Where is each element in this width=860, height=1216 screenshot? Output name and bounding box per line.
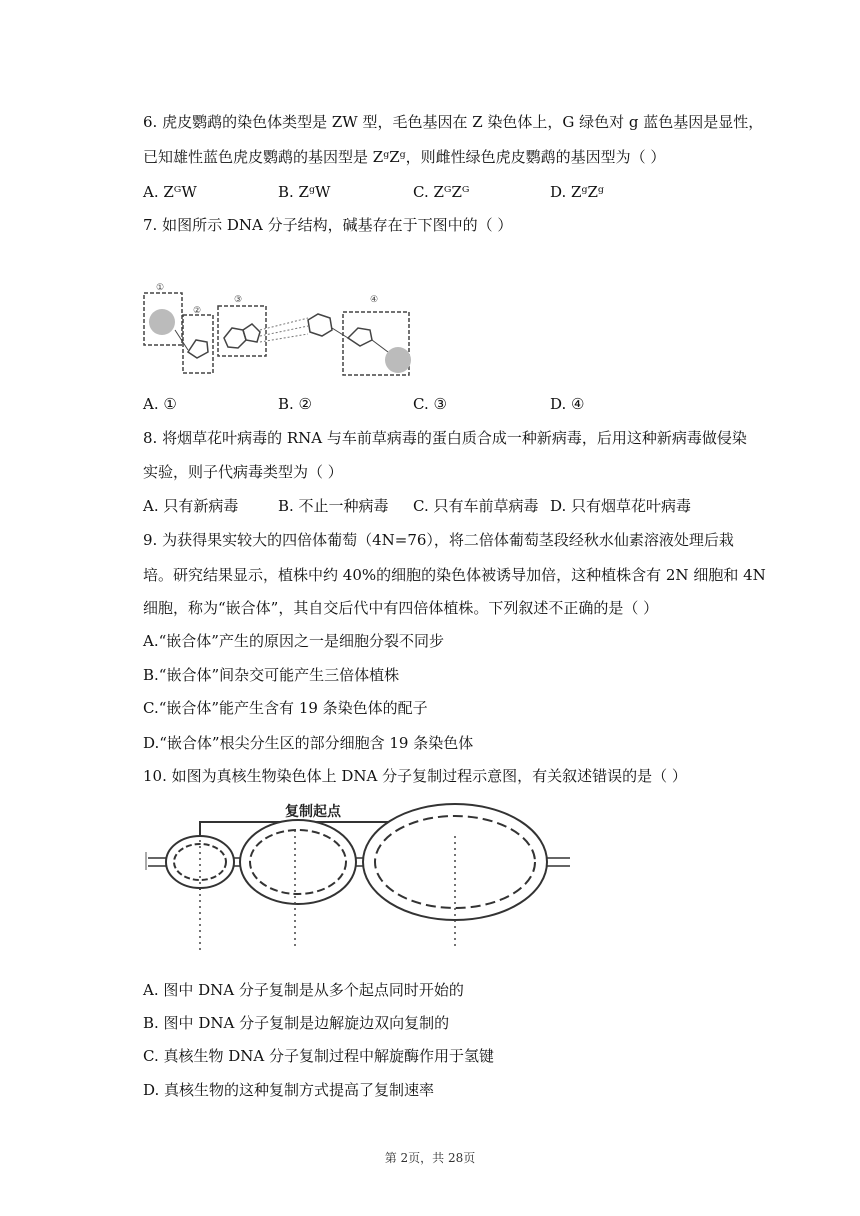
label-2: ② (193, 306, 202, 316)
q9-stem-line1: 9. 为获得果实较大的四倍体葡萄（4N=76），将二倍体葡萄茎段经秋水仙素溶液处理后栽 (143, 531, 734, 549)
q9-stem-line3: 细胞，称为“嵌合体”，其自交后代中有四倍体植株。下列叙述不正确的是（ ） (143, 599, 659, 617)
q9-option-d: D.“嵌合体”根尖分生区的部分细胞含 19 条染色体 (143, 734, 474, 752)
label-4: ④ (370, 295, 379, 305)
q9-option-c: C.“嵌合体”能产生含有 19 条染色体的配子 (143, 699, 428, 717)
q7-option-d: D. ④ (550, 395, 585, 413)
q6-stem-line1: 6. 虎皮鹦鹉的染色体类型是 ZW 型，毛色基因在 Z 染色体上，G 绿色对 g 蓝色基因是显性， (143, 113, 764, 131)
q7-option-a: A. ① (143, 395, 177, 413)
q10-option-c: C. 真核生物 DNA 分子复制过程中解旋酶作用于氢键 (143, 1047, 495, 1065)
pentose-left-icon (188, 340, 208, 358)
q8-stem-line2: 实验，则子代病毒类型为（ ） (143, 463, 343, 481)
q8-stem-line1: 8. 将烟草花叶病毒的 RNA 与车前草病毒的蛋白质合成一种新病毒，后用这种新病毒做侵染 (143, 429, 747, 447)
q7-stem: 7. 如图所示 DNA 分子结构，碱基存在于下图中的（ ） (143, 216, 513, 234)
label-3: ③ (234, 295, 243, 305)
q8-option-c: C. 只有车前草病毒 (413, 497, 539, 515)
q8-option-b: B. 不止一种病毒 (278, 497, 389, 515)
q6-option-d: D. ZᵍZᵍ (550, 183, 604, 201)
q10-option-a: A. 图中 DNA 分子复制是从多个起点同时开始的 (143, 981, 464, 999)
q7-option-c: C. ③ (413, 395, 447, 413)
q10-option-d: D. 真核生物的这种复制方式提高了复制速率 (143, 1081, 435, 1099)
phosphate-right-icon (385, 347, 411, 373)
q7-option-b: B. ② (278, 395, 313, 413)
q9-option-b: B.“嵌合体”间杂交可能产生三倍体植株 (143, 666, 400, 684)
q10-stem: 10. 如图为真核生物染色体上 DNA 分子复制过程示意图，有关叙述错误的是（ ） (143, 767, 687, 785)
box-2 (183, 315, 213, 373)
replication-origin-label: 复制起点 (285, 804, 341, 820)
dna-structure-figure (140, 280, 420, 380)
q9-stem-line2: 培。研究结果显示，植株中约 40%的细胞的染色体被诱导加倍，这种植株含有 2N 细胞和 4N (143, 566, 766, 584)
q6-option-b: B. ZᵍW (278, 183, 331, 201)
q8-option-d: D. 只有烟草花叶病毒 (550, 497, 692, 515)
dna-replication-figure (140, 800, 580, 960)
pentose-right-icon (348, 328, 372, 346)
page-footer: 第 2页，共 28页 (384, 1151, 476, 1165)
q6-option-c: C. ZᴳZᴳ (413, 183, 470, 201)
q6-option-a: A. ZᴳW (143, 183, 197, 201)
q8-option-a: A. 只有新病毒 (143, 497, 239, 515)
replication-bubble-2 (240, 820, 356, 904)
q10-option-b: B. 图中 DNA 分子复制是边解旋边双向复制的 (143, 1014, 450, 1032)
q9-option-a: A.“嵌合体”产生的原因之一是细胞分裂不同步 (143, 632, 444, 650)
q6-stem-line2: 已知雄性蓝色虎皮鹦鹉的基因型是 ZᵍZᵍ，则雌性绿色虎皮鹦鹉的基因型为（ ） (143, 148, 666, 166)
base-pyrimidine-icon (308, 314, 332, 336)
phosphate-left-icon (149, 309, 175, 335)
label-1: ① (156, 283, 165, 293)
